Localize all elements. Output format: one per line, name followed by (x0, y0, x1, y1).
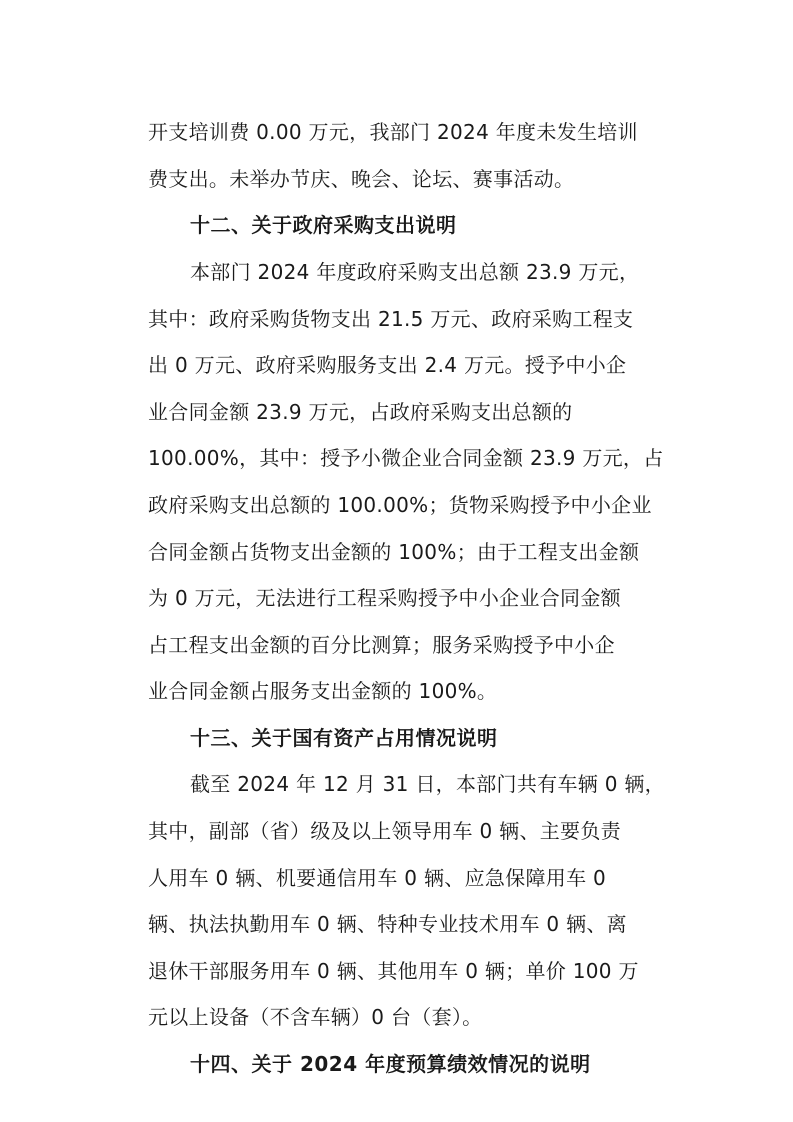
paragraph-line: 100.00%，其中：授予小微企业合同金额 23.9 万元，占 (148, 446, 664, 470)
paragraph-line: 费支出。未举办节庆、晚会、论坛、赛事活动。 (148, 167, 575, 191)
section-heading: 十四、关于 2024 年度预算绩效情况的说明 (190, 1052, 591, 1076)
paragraph-line: 本部门 2024 年度政府采购支出总额 23.9 万元， (190, 260, 640, 284)
paragraph-line: 合同金额占货物支出金额的 100%；由于工程支出金额 (148, 540, 640, 564)
paragraph-line: 其中，副部（省）级及以上领导用车 0 辆、主要负责 (148, 819, 621, 843)
paragraph-line: 截至 2024 年 12 月 31 日，本部门共有车辆 0 辆， (190, 772, 665, 796)
paragraph-line: 政府采购支出总额的 100.00%；货物采购授予中小企业 (148, 493, 652, 517)
paragraph-line: 业合同金额 23.9 万元，占政府采购支出总额的 (148, 400, 573, 424)
paragraph-line: 出 0 万元、政府采购服务支出 2.4 万元。授予中小企 (148, 353, 627, 377)
paragraph-line: 人用车 0 辆、机要通信用车 0 辆、应急保障用车 0 (148, 866, 607, 890)
section-heading: 十三、关于国有资产占用情况说明 (190, 726, 498, 750)
paragraph-line: 开支培训费 0.00 万元，我部门 2024 年度未发生培训 (148, 120, 638, 144)
paragraph-line: 其中：政府采购货物支出 21.5 万元、政府采购工程支 (148, 307, 634, 331)
paragraph-line: 为 0 万元，无法进行工程采购授予中小企业合同金额 (148, 586, 621, 610)
paragraph-line: 辆、执法执勤用车 0 辆、特种专业技术用车 0 辆、离 (148, 912, 627, 936)
paragraph-line: 业合同金额占服务支出金额的 100%。 (148, 679, 498, 703)
section-heading: 十二、关于政府采购支出说明 (190, 213, 457, 237)
paragraph-line: 占工程支出金额的百分比测算；服务采购授予中小企 (148, 633, 615, 657)
paragraph-line: 元以上设备（不含车辆）0 台（套）。 (148, 1005, 483, 1029)
paragraph-line: 退休干部服务用车 0 辆、其他用车 0 辆；单价 100 万 (148, 959, 639, 983)
